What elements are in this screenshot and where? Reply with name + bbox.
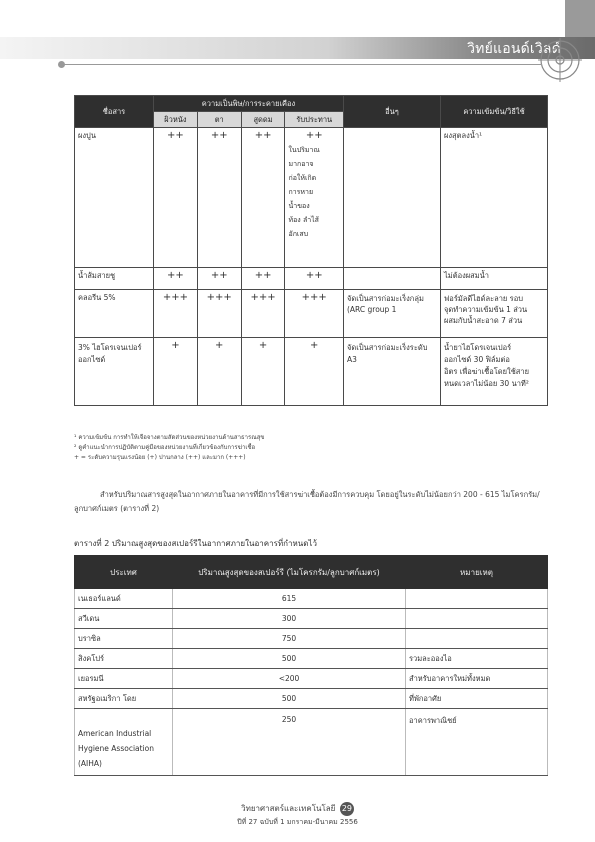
th-usage: ความเข้มข้น/วิธีใช้ bbox=[441, 96, 548, 128]
cell-country: สิงคโปร์ bbox=[75, 649, 173, 669]
cell-skin: ++ bbox=[154, 128, 198, 268]
usage-line: อิตร เพื่อฆ่าเชื้อโดยใช้สาย bbox=[444, 367, 529, 376]
th-other: อื่นๆ bbox=[344, 96, 441, 128]
table-row bbox=[75, 629, 548, 649]
ingest-note-line: ในปริมาณ bbox=[288, 146, 320, 154]
ingest-note bbox=[288, 143, 340, 241]
footnote: + = ระดับความรุนแรงน้อย (+) ปานกลาง (++) และมาก (+++) bbox=[74, 454, 246, 461]
usage-line: จุดทำความเข้มข้น 1 ส่วน bbox=[444, 305, 528, 314]
cell-other: จัดเป็นสารก่อมะเร็งระดับ A3 bbox=[344, 338, 441, 406]
cell-name: 3% ไฮโดรเจนเปอร์ออกไซด์ bbox=[75, 338, 154, 406]
footer-magazine bbox=[0, 802, 595, 816]
ingest-note-line: น้ำของ bbox=[288, 202, 310, 210]
cell-usage bbox=[441, 338, 548, 406]
cell-remark: สำหรับอาคารใหม่ทั้งหมด bbox=[406, 669, 548, 689]
th-limit: ปริมาณสูงสุดของสเปอร์รี (ไมโครกรัม/ลูกบาศก์เมตร) bbox=[173, 556, 406, 589]
table-row bbox=[75, 338, 548, 406]
cell-remark: ที่พักอาศัย bbox=[406, 689, 548, 709]
table-row bbox=[75, 709, 548, 776]
cell-ingest bbox=[285, 128, 344, 268]
cell-country: เนเธอร์แลนด์ bbox=[75, 589, 173, 609]
th-substance: ชื่อสาร bbox=[75, 96, 154, 128]
body-paragraph: สำหรับปริมาณสารสูงสุดในอากาศภายในอาคารที่มีการใช้สารฆ่าเชื้อต้องมีการควบคุม โดยอยู่ในระดับไม่น้อยกว่า 200 - 615 ไมโครกรัม/ลูกบาศก์เมตร (ตารางที่ 2) bbox=[74, 490, 540, 513]
ingest-note-line: การหาย bbox=[288, 188, 314, 196]
table-row bbox=[75, 609, 548, 629]
table-row bbox=[75, 589, 548, 609]
usage-line: ผสมกับน้ำสะอาด 7 ส่วน bbox=[444, 316, 523, 325]
cell-limit: 300 bbox=[173, 609, 406, 629]
cell-usage: ไม่ต้องผสมน้ำ bbox=[441, 268, 548, 290]
cell-country: American Industrial Hygiene Association (AIHA) bbox=[75, 709, 173, 776]
cell-usage: ผงสุตลงน้ำ¹ bbox=[441, 128, 548, 268]
header-rule bbox=[64, 64, 542, 65]
footnote: ² ดูคำแนะนำการปฏิบัติตามคู่มือของหน่วยงานที่เกี่ยวข้องกับการฆ่าเชื้อ bbox=[74, 444, 256, 451]
cell-skin: ++ bbox=[154, 268, 198, 290]
cell-eye: ++ bbox=[197, 128, 241, 268]
cell-inhale: + bbox=[241, 338, 285, 406]
cell-ingest: +++ bbox=[285, 290, 344, 338]
table-row bbox=[75, 128, 548, 268]
th-country: ประเทศ bbox=[75, 556, 173, 589]
usage-line: ฟอร์มัลดีไฮด์ละลาย รอบ bbox=[444, 294, 523, 303]
cell-country: สวีเดน bbox=[75, 609, 173, 629]
th-eye: ตา bbox=[197, 112, 241, 128]
table-row bbox=[75, 290, 548, 338]
ingest-note-line: ก่อให้เกิด bbox=[288, 174, 317, 182]
footnotes bbox=[74, 433, 554, 463]
cell-ingest: ++ bbox=[285, 268, 344, 290]
cell-ingest: + bbox=[285, 338, 344, 406]
section-title: วิทย์แอนด์เวิลด์ bbox=[467, 41, 561, 57]
cell-limit: 500 bbox=[173, 649, 406, 669]
cell-other bbox=[344, 268, 441, 290]
th-remark: หมายเหตุ bbox=[406, 556, 548, 589]
cell-other bbox=[344, 128, 441, 268]
table-row bbox=[75, 649, 548, 669]
table2-caption: ตารางที่ 2 ปริมาณสูงสุดของสเปอร์รีในอากาศภายในอาคารที่กำหนดไว้ bbox=[74, 539, 317, 548]
cell-remark bbox=[406, 609, 548, 629]
cell-name: ผงปูน bbox=[75, 128, 154, 268]
cell-inhale: ++ bbox=[241, 128, 285, 268]
cell-limit: 750 bbox=[173, 629, 406, 649]
usage-line: หนดเวลาไม่น้อย 30 นาที² bbox=[444, 379, 529, 388]
cell-remark: อาคารพาณิชย์ bbox=[406, 709, 548, 776]
usage-line: น้ำยาไฮโดรเจนเปอร์ bbox=[444, 343, 512, 352]
magazine-name: วิทยาศาสตร์และเทคโนโลยี bbox=[241, 804, 336, 813]
cell-limit: 615 bbox=[173, 589, 406, 609]
th-skin: ผิวหนัง bbox=[154, 112, 198, 128]
footer-issue: ปีที่ 27 ฉบับที่ 1 มกราคม-มีนาคม 2556 bbox=[237, 818, 358, 826]
cell-remark: รวมละอองไอ bbox=[406, 649, 548, 669]
cell-usage bbox=[441, 290, 548, 338]
ingest-level: ++ bbox=[305, 130, 323, 141]
cell-remark bbox=[406, 589, 548, 609]
cell-limit: 250 bbox=[173, 709, 406, 776]
ingest-note-line: อักเสบ bbox=[288, 230, 309, 238]
toxicity-table bbox=[74, 95, 548, 406]
target-logo-icon bbox=[538, 38, 582, 82]
limits-table bbox=[74, 555, 548, 776]
cell-country: สหรัฐอเมริกา โดย bbox=[75, 689, 173, 709]
cell-limit: 500 bbox=[173, 689, 406, 709]
table-row bbox=[75, 669, 548, 689]
th-ingest: รับประทาน bbox=[285, 112, 344, 128]
cell-country: บราซิล bbox=[75, 629, 173, 649]
cell-eye: +++ bbox=[197, 290, 241, 338]
cell-eye: + bbox=[197, 338, 241, 406]
cell-skin: + bbox=[154, 338, 198, 406]
usage-line: ออกไซด์ 30 ฟิล์มต่อ bbox=[444, 355, 510, 364]
table-row bbox=[75, 689, 548, 709]
th-inhale: สูดดม bbox=[241, 112, 285, 128]
cell-other: จัดเป็นสารก่อมะเร็งกลุ่ม (ARC group 1 bbox=[344, 290, 441, 338]
cell-name: น้ำส้มสายชู bbox=[75, 268, 154, 290]
footnote: ¹ ความเข้มข้น การทำให้เจือจางตามสัดส่วนของหน่วยงานด้านสาธารณสุข bbox=[74, 434, 265, 441]
cell-inhale: +++ bbox=[241, 290, 285, 338]
cell-country: เยอรมนี bbox=[75, 669, 173, 689]
ingest-note-line: มากอาจ bbox=[288, 160, 314, 168]
th-toxicity-group: ความเป็นพิษ/การระคายเคือง bbox=[154, 96, 344, 112]
table-row bbox=[75, 268, 548, 290]
cell-limit: <200 bbox=[173, 669, 406, 689]
cell-eye: ++ bbox=[197, 268, 241, 290]
cell-inhale: ++ bbox=[241, 268, 285, 290]
page-number: 29 bbox=[340, 802, 354, 816]
cell-skin: +++ bbox=[154, 290, 198, 338]
ingest-note-line: ท้อง ลำไส้ bbox=[288, 216, 319, 224]
cell-name: คลอรีน 5% bbox=[75, 290, 154, 338]
cell-remark bbox=[406, 629, 548, 649]
